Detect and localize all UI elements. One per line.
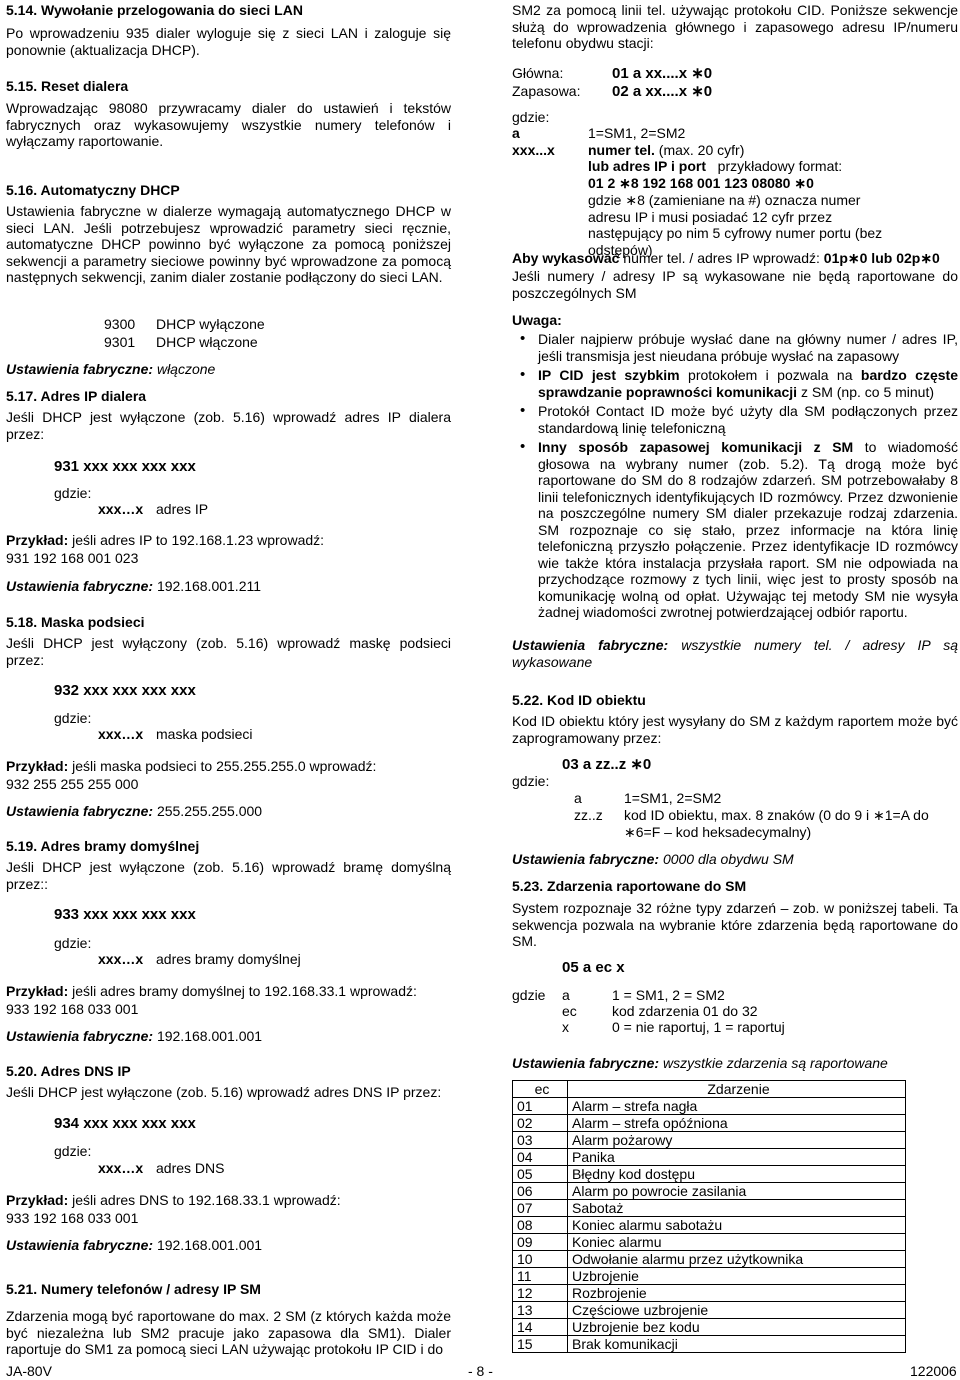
note-text: z SM (np. co 5 minut) [800,383,935,400]
factory-setting [6,803,262,820]
example-label: Przykład: [6,758,69,774]
sequence-code: 933 xxx xxx xxx xxx [54,906,196,923]
table-row [513,1319,906,1336]
event-name: Częściowe uzbrojenie [568,1302,906,1319]
event-code: 07 [513,1200,568,1217]
section-body-5-19: Jeśli DHCP jest wyłączone (zob. 5.16) wprowadź bramę domyślną przez:: [6,859,451,892]
sequence-desc: DHCP włączone [156,334,258,350]
section-body-5-21-continued: SM2 za pomocą linii tel. używając protokołu CID. Poniższe sekwencje służą do wprowadzenia głównego i zapasowego adresu IP/numeru telefonu obydwu stacji: [512,2,958,51]
variable-name: xxx...x [512,142,555,158]
event-table [512,1080,906,1353]
factory-setting [512,1055,888,1072]
where-label: gdzie [512,987,546,1003]
section-body-5-14: Po wprowadzeniu 935 dialer wyloguje się z sieci LAN i zaloguje się ponownie (aktualizacja DHCP). [6,25,451,58]
backup-station-label: Zapasowa: [512,83,581,99]
factory-value: 0000 dla obydwu SM [662,851,794,867]
section-heading-5-20: 5.20. Adres DNS IP [6,1063,131,1079]
section-body-5-23: System rozpoznaje 32 różne typy zdarzeń – zob. w poniższej tabeli. Ta sekwencja pozwala na wybranie które zdarzenia będą raportowane do SM. [512,900,958,949]
factory-value: 192.168.001.211 [156,578,262,594]
event-code: 14 [513,1319,568,1336]
event-name: Panika [568,1149,906,1166]
example-code: 933 192 168 033 001 [6,1001,139,1017]
table-row [513,1268,906,1285]
variable-name: xxx…x [98,501,144,517]
backup-station-code: 02 a xx....x ∗0 [612,83,713,100]
sequence-desc: DHCP wyłączone [156,316,265,332]
ip-line-bold: lub adres IP i port [588,158,706,174]
footer-page-number: - 8 - [468,1363,493,1379]
event-name: Alarm pożarowy [568,1132,906,1149]
section-body-5-20: Jeśli DHCP jest wyłączone (zob. 5.16) wprowadź adres DNS IP przez: [6,1084,442,1100]
section-body-5-15: Wprowadzając 98080 przywracamy dialer do ustawień i tekstów fabrycznych oraz wykasowujemy wszystkie numery telefonów i wyłączamy raportowanie. [6,100,451,149]
factory-label: Ustawienia fabryczne: [512,637,669,653]
sequence-code: 03 a zz..z ∗0 [562,756,652,773]
factory-label: Ustawienia fabryczne: [6,1237,154,1253]
table-header-row [513,1081,906,1098]
delete-note: Jeśli numery / adresy IP są wykasowane nie będą raportowane do poszczególnych SM [512,268,958,301]
example-text: jeśli maska podsieci to 255.255.255.0 wprowadź: [72,758,377,774]
section-body-5-16: Ustawienia fabryczne w dialerze wymagają automatycznego DHCP w sieci LAN. Jeśli potrzebujesz wprowadzić parametry sieci ręcznie, automatyczne DHCP powinno być wyłączone za pomocą poniższej sekwencji a parametry sieciowe powinny być wprowadzone za pomocą następnych sekwencji, zanim dialer zostanie podłączony do sieci LAN. [6,203,451,285]
factory-label: Ustawienia fabryczne: [6,578,154,594]
note-item [512,331,958,364]
example-row [6,758,376,775]
example-label: Przykład: [6,1192,69,1208]
table-row [513,1217,906,1234]
variable-row [562,1019,785,1036]
event-name: Uzbrojenie bez kodu [568,1319,906,1336]
event-name: Brak komunikacji [568,1336,906,1353]
event-name: Alarm – strefa opóźniona [568,1115,906,1132]
event-code: 10 [513,1251,568,1268]
note-bold: bardzo częste sprawdzanie poprawności komunikacji [538,367,958,400]
variable-desc: 1 = SM1, 2 = SM2 [612,987,725,1003]
factory-label: Ustawienia fabryczne: [512,851,660,867]
variable-row [562,1003,758,1020]
table-row [513,1251,906,1268]
factory-setting [512,637,958,670]
event-code: 02 [513,1115,568,1132]
event-name: Alarm po powrocie zasilania [568,1183,906,1200]
table-row [513,1166,906,1183]
factory-setting [6,361,215,378]
variable-row [574,807,954,840]
footer-left: JA-80V [6,1363,52,1379]
variable-desc: adres DNS [156,1160,225,1176]
variable-name: x [562,1019,569,1035]
table-row [513,1115,906,1132]
variable-desc: (max. 20 cyfr) [658,142,745,158]
delete-row [512,250,940,267]
example-row [6,1192,341,1209]
event-name: Alarm – strefa nagła [568,1098,906,1115]
where-label: gdzie: [54,710,92,726]
table-header-event: Zdarzenie [568,1081,906,1098]
table-row [513,1149,906,1166]
ip-line [588,158,842,175]
example-label: Przykład: [6,983,69,999]
section-heading-5-22: 5.22. Kod ID obiektu [512,692,646,708]
section-heading-5-17: 5.17. Adres IP dialera [6,388,147,404]
variable-row [98,726,253,743]
factory-value: wszystkie zdarzenia są raportowane [662,1055,888,1071]
variable-desc: maska podsieci [156,726,253,742]
variable-name: xxx…x [98,726,144,742]
table-row [513,1200,906,1217]
section-heading-5-23: 5.23. Zdarzenia raportowane do SM [512,878,747,894]
note-bold: IP CID jest szybkim [538,367,680,383]
event-code: 01 [513,1098,568,1115]
note-item [512,439,958,621]
event-name: Koniec alarmu sabotażu [568,1217,906,1234]
variable-desc: adres bramy domyślnej [156,951,301,967]
sequence-code: 932 xxx xxx xxx xxx [54,682,196,699]
note-label: Uwaga: [512,312,562,328]
sequence-code: 934 xxx xxx xxx xxx [54,1115,196,1132]
sequence-dhcp-off [104,316,265,333]
where-label: gdzie: [512,109,550,125]
sequence-dhcp-on [104,334,258,351]
variable-row [512,125,685,142]
variable-row [512,142,744,159]
factory-value: 192.168.001.001 [156,1237,263,1253]
variable-name: zz..z [574,807,603,823]
ip-format: przykładowy format: [717,158,843,174]
note-text: to wiadomość głosowa na wybrany numer (zob. 5.2). Tą drogą może być raportowane do SM do 8 rodzajów zdarzeń. SM potrzebowałaby 8 linii telefonicznych identyfikujących ID rozmówcy. Przez dzwonienie na poszczególne numery SM dialer przekazuje rodzaj zdarzenia. SM rozpoznaje co się stało, przez informacje na która linię telefoniczną przyszło połączenie. Przez identyfikacje ID rozmówcy wie także która instalacja przysłała raport. SM nie odpowiada na przychodzące rozmowy z tych linii, więc jest to prosty sposób na komunikację wolną od opłat. Używając tej metody SM nie wysyła żadnej wiadomości zwrotnej potwierdzającej odbiór raportu. [538,439,959,620]
factory-label: Ustawienia fabryczne: [6,1028,154,1044]
event-code: 09 [513,1234,568,1251]
main-station-code: 01 a xx....x ∗0 [612,65,713,82]
variable-name: a [562,987,570,1003]
variable-name: ec [562,1003,577,1019]
where-label: gdzie: [512,773,550,789]
delete-text: numer tel. / adres IP wprowadź: [623,250,820,266]
sequence-code: 9301 [104,334,136,350]
variable-name: a [512,125,520,141]
sequence-code: 931 xxx xxx xxx xxx [54,458,196,475]
event-code: 12 [513,1285,568,1302]
variable-desc: adres IP [156,501,209,517]
event-name: Uzbrojenie [568,1268,906,1285]
event-code: 08 [513,1217,568,1234]
event-name: Rozbrojenie [568,1285,906,1302]
factory-setting [512,851,794,868]
where-label: gdzie: [54,935,92,951]
variable-row [98,501,208,518]
event-code: 11 [513,1268,568,1285]
table-row [513,1098,906,1115]
section-heading-5-21: 5.21. Numery telefonów / adresy IP SM [6,1281,261,1297]
variable-desc: 1=SM1, 2=SM2 [588,125,686,141]
ip-example: 01 2 ∗8 192 168 001 123 08080 ∗0 [588,175,814,191]
variable-desc: 1=SM1, 2=SM2 [624,790,722,806]
variable-desc: 0 = nie raportuj, 1 = raportuj [612,1019,785,1035]
table-row [513,1336,906,1353]
note-text: Dialer najpierw próbuje wysłać dane na główny numer / adres IP, jeśli transmisja jest nieudana próbuje wysłać na zapasowy [538,331,958,364]
variable-desc: kod zdarzenia 01 do 32 [612,1003,758,1019]
example-code: 932 255 255 255 000 [6,776,139,792]
event-name: Odwołanie alarmu przez użytkownika [568,1251,906,1268]
event-code: 13 [513,1302,568,1319]
factory-setting [6,1237,262,1254]
example-text: jeśli adres IP to 192.168.1.23 wprowadź: [72,532,325,548]
where-label: gdzie: [54,485,92,501]
variable-row [98,951,301,968]
table-row [513,1285,906,1302]
variable-name: xxx…x [98,951,144,967]
delete-label: Aby wykasować [512,250,620,266]
factory-label: Ustawienia fabryczne: [6,361,154,377]
table-row [513,1132,906,1149]
factory-value: 192.168.001.001 [156,1028,263,1044]
ip-note: gdzie ∗8 (zamieniane na #) oznacza numer adresu IP i musi posiadać 12 cyfr przez następujący po nim 5 cyfrowy numer portu (bez odstępów) [588,192,883,258]
table-row [513,1183,906,1200]
event-code: 04 [513,1149,568,1166]
event-name: Koniec alarmu [568,1234,906,1251]
sequence-code: 9300 [104,316,136,332]
event-name: Błędny kod dostępu [568,1166,906,1183]
table-header-code: ec [513,1081,568,1098]
factory-setting [6,1028,262,1045]
factory-label: Ustawienia fabryczne: [512,1055,660,1071]
main-station-row [512,65,712,83]
factory-setting [6,578,261,595]
variable-row [98,1160,224,1177]
where-label: gdzie: [54,1143,92,1159]
section-heading-5-14: 5.14. Wywołanie przelogowania do sieci LAN [6,2,303,18]
note-text: Protokół Contact ID może być użyty dla SM podłączonych przez standardową linię telefoniczną [538,403,958,436]
event-code: 03 [513,1132,568,1149]
variable-name: xxx…x [98,1160,144,1176]
section-heading-5-19: 5.19. Adres bramy domyślnej [6,838,200,854]
variable-row [574,790,721,807]
delete-code: 01p∗0 lub 02p∗0 [823,250,940,266]
event-table-body [513,1098,906,1353]
factory-value: włączone [156,361,216,377]
note-text: protokołem i pozwala na [688,367,853,383]
table-row [513,1234,906,1251]
event-name: Sabotaż [568,1200,906,1217]
section-heading-5-16: 5.16. Automatyczny DHCP [6,182,180,198]
event-code: 05 [513,1166,568,1183]
example-row [6,983,417,1000]
example-label: Przykład: [6,532,69,548]
note-list [512,331,958,621]
note-item [512,367,958,400]
sequence-code: 05 a ec x [562,959,625,976]
example-row [6,532,324,549]
note-bold: Inny sposób zapasowej komunikacji z SM [538,439,854,455]
variable-row [512,987,725,1004]
example-text: jeśli adres bramy domyślnej to 192.168.33.1 wprowadź: [72,983,417,999]
factory-label: Ustawienia fabryczne: [6,803,154,819]
event-code: 06 [513,1183,568,1200]
example-text: jeśli adres DNS to 192.168.33.1 wprowadź: [72,1192,341,1208]
event-code: 15 [513,1336,568,1353]
factory-value: wszystkie numery tel. / adresy IP są wykasowane [512,637,959,670]
table-row [513,1302,906,1319]
section-body-5-22: Kod ID obiektu który jest wysyłany do SM z każdym raportem może być zaprogramowany przez: [512,713,958,746]
backup-station-row [512,83,712,101]
example-code: 931 192 168 001 023 [6,550,139,566]
section-heading-5-18: 5.18. Maska podsieci [6,614,145,630]
main-station-label: Główna: [512,65,564,81]
variable-bold: numer tel. [588,142,655,158]
section-body-5-21: Zdarzenia mogą być raportowane do max. 2 SM (z których każda może być niezależna lub SM2 pracuje jako zapasowa dla SM1). Dialer raportuje do SM1 za pomocą sieci LAN używając protokołu IP CID i do [6,1308,451,1357]
section-heading-5-15: 5.15. Reset dialera [6,78,129,94]
example-code: 933 192 168 033 001 [6,1210,139,1226]
note-item [512,403,958,436]
factory-value: 255.255.255.000 [156,803,263,819]
variable-desc: kod ID obiektu, max. 8 znaków (0 do 9 i ∗1=A do ∗6=F – kod heksadecymalny) [624,807,929,840]
section-body-5-17: Jeśli DHCP jest wyłączone (zob. 5.16) wprowadź adres IP dialera przez: [6,409,451,442]
footer-right: 122006 [910,1363,957,1379]
section-body-5-18: Jeśli DHCP jest wyłączony (zob. 5.16) wprowadź maskę podsieci przez: [6,635,451,668]
variable-name: a [574,790,582,806]
